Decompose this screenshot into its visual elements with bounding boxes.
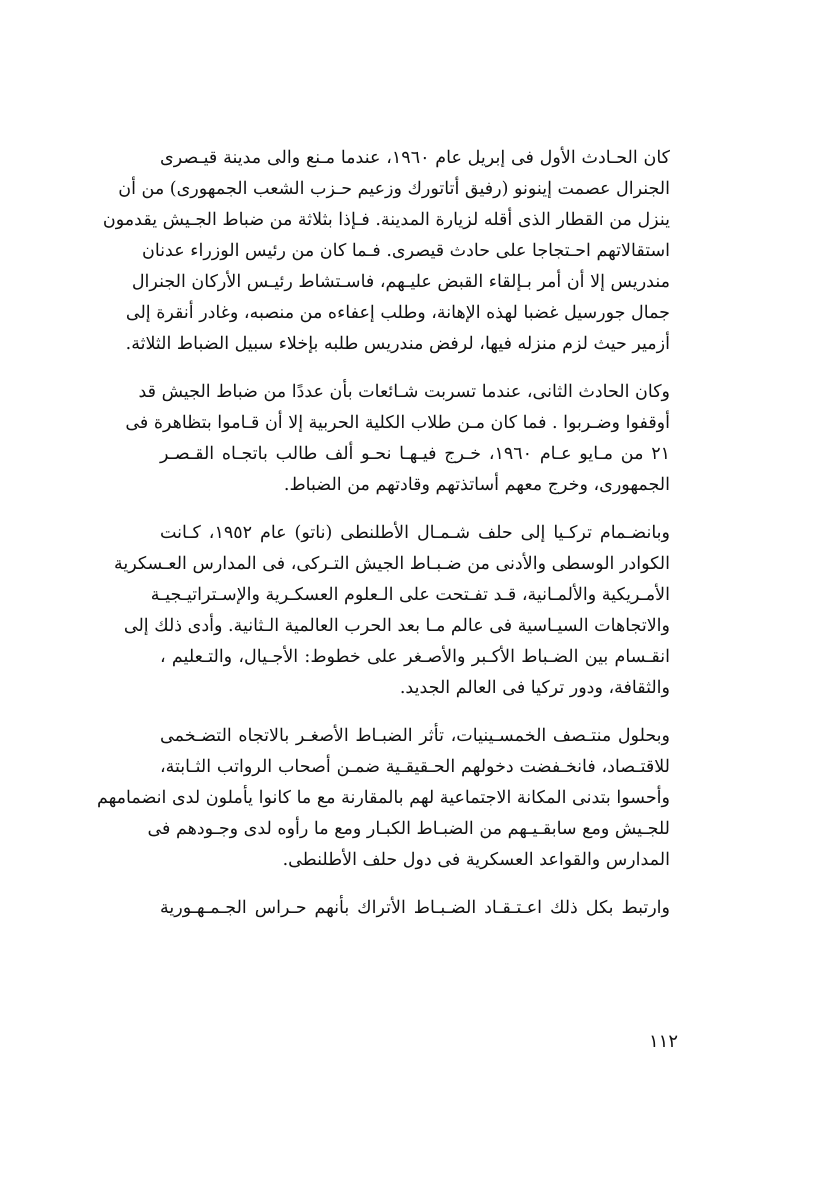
text-line: وبانضـمام تركـيا إلى حلف شـمـال الأطلنطى (ناتو) عام ١٩٥٢، كـانت bbox=[160, 523, 670, 543]
text-line: ينزل من القطار الذى أقله لزيارة المدينة. فـإذا بثلاثة من ضباط الجـيش يقدمون bbox=[102, 210, 670, 230]
text-line: للجـيش ومع سابقـيـهم من الضبـاط الكبـار ومع ما رأوه لدى وجـودهم فى bbox=[147, 819, 670, 839]
text-line: والاتجاهات السيـاسية فى عالم مـا بعد الحرب العالمية الـثانية. وأدى ذلك إلى bbox=[123, 616, 670, 636]
text-line: وارتبط بكل ذلك اعـتـقـاد الضـبـاط الأتراك بأنهم حـراس الجـمـهـورية bbox=[160, 898, 670, 918]
text-line: الجنرال عصمت إينونو (رفيق أتاتورك وزعيم حـزب الشعب الجمهورى) من أن bbox=[118, 179, 670, 199]
text-line: وبحلول منتـصف الخمسـينيات، تأثر الضبـاط الأصغـر بالاتجاه التضـخمى bbox=[160, 726, 670, 746]
text-line: مندريس إلا أن أمر بـإلقاء القبض عليـهم، فاسـتشاط رئيـس الأركان الجنرال bbox=[131, 272, 670, 292]
text-line: الجمهورى، وخرج معهم أساتذتهم وقادتهم من الضباط. bbox=[283, 475, 670, 495]
page-number: ١١٢ bbox=[648, 1031, 678, 1052]
text-line: جمال جورسيل غضبا لهذه الإهانة، وطلب إعفاءه من منصبه، وغادر أنقرة إلى bbox=[125, 303, 670, 323]
text-line: والثقافة، ودور تركيا فى العالم الجديد. bbox=[399, 678, 670, 698]
text-line: ٢١ من مـايو عـام ١٩٦٠، خـرج فيـهـا نحـو ألف طالب باتجـاه القـصـر bbox=[160, 444, 670, 464]
paragraph-4 bbox=[96, 721, 670, 876]
text-line: أوقفوا وضـربوا . فما كان مـن طلاب الكلية الحربية إلا أن قـاموا بتظاهرة فى bbox=[125, 413, 670, 433]
text-line: الأمـريكية والألمـانية، قـد تفـتحت على الـعلوم العسكـرية والإسـتراتيـجيـة bbox=[150, 585, 670, 605]
body-text bbox=[96, 143, 670, 941]
paragraph-5 bbox=[160, 893, 670, 924]
text-line: انقـسام بين الضـباط الأكـبر والأصـغر على خطوط: الأجـيال، والتـعليم ، bbox=[160, 647, 670, 667]
text-line: المدارس والقواعد العسكرية فى دول حلف الأطلنطى. bbox=[282, 850, 670, 870]
text-line: للاقتـصاد، فانخـفضت دخولهم الحـقيقـية ضمـن أصحاب الرواتب الثـابتة، bbox=[160, 757, 670, 777]
paragraph-3 bbox=[113, 518, 670, 704]
text-line: استقالاتهم احـتجاجا على حادث قيصرى. فـما كان من رئيس الوزراء عدنان bbox=[142, 241, 670, 261]
text-line: كان الحـادث الأول فى إبريل عام ١٩٦٠، عندما مـنع والى مدينة قيـصرى bbox=[160, 148, 670, 168]
text-line: أزمير حيث لزم منزله فيها، لرفض مندريس طلبه بإخلاء سبيل الضباط الثلاثة. bbox=[125, 334, 670, 354]
paragraph-1 bbox=[102, 143, 670, 360]
text-line: وأحسوا بتدنى المكانة الاجتماعية لهم بالمقارنة مع ما كانوا يأملون لدى انضمامهم bbox=[96, 788, 670, 808]
text-line: وكان الحادث الثانى، عندما تسربت شـائعات بأن عددًا من ضباط الجيش قد bbox=[138, 382, 670, 402]
paragraph-2 bbox=[125, 377, 670, 501]
text-line: الكوادر الوسطى والأدنى من ضـبـاط الجيش التـركى، فى المدارس العـسكرية bbox=[113, 554, 670, 574]
